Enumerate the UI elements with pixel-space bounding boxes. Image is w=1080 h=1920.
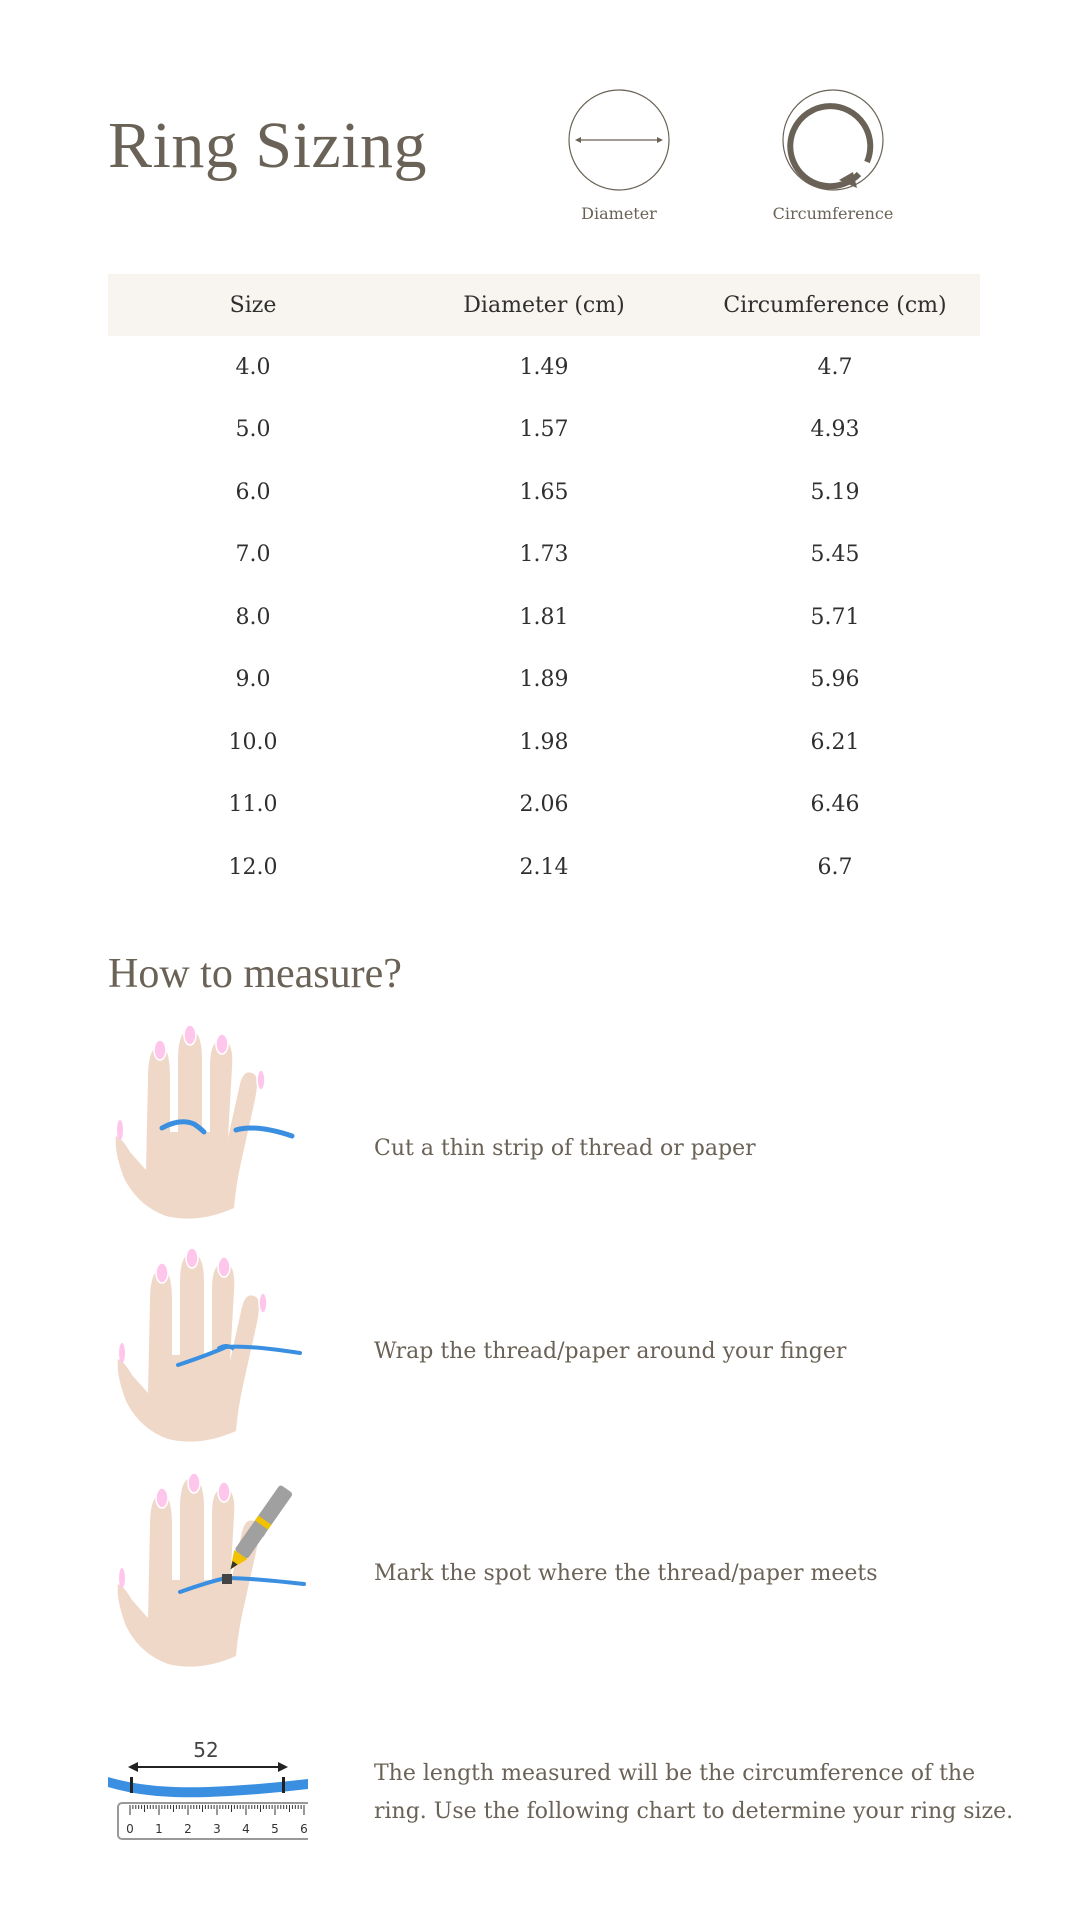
table-row [108,336,980,399]
cell-diameter: 1.81 [519,604,569,630]
measure-step-1 [108,1020,1008,1220]
ruler-tick-label: 2 [184,1822,192,1836]
step-4-text: The length measured will be the circumference of the ring. Use the following chart to determine your ring size. [374,1761,1014,1824]
cell-circumference: 5.96 [810,667,860,693]
ruler-tick-label: 6 [300,1822,308,1836]
ruler-tick-label: 5 [271,1822,279,1836]
cell-diameter: 1.89 [519,667,569,693]
ring-size-table [108,274,980,899]
ruler-tick-label: 3 [213,1822,221,1836]
ruler-tick-label: 1 [155,1822,163,1836]
hand-mark-icon [108,1470,308,1670]
cell-diameter: 1.57 [519,417,569,443]
table-row [108,649,980,712]
step-1-text: Cut a thin strip of thread or paper [374,1136,756,1161]
how-to-measure-title: How to measure? [108,951,402,997]
cell-diameter: 1.73 [519,542,569,568]
table-row [108,836,980,899]
table-header-row [108,274,980,336]
cell-circumference: 6.7 [817,854,853,880]
step-3-text: Mark the spot where the thread/paper meets [374,1561,878,1586]
ruler-tick-label: 4 [242,1822,250,1836]
header-diameter: Diameter (cm) [398,274,690,336]
cell-size: 11.0 [228,792,278,818]
cell-size: 6.0 [235,479,271,505]
cell-size: 8.0 [235,604,271,630]
cell-circumference: 6.46 [810,792,860,818]
measure-step-3 [108,1470,1008,1670]
cell-size: 12.0 [228,854,278,880]
cell-size: 7.0 [235,542,271,568]
circumference-legend [758,88,908,223]
ruler-tick-label: 0 [126,1822,134,1836]
cell-size: 5.0 [235,417,271,443]
cell-size: 4.0 [235,354,271,380]
table-row [108,586,980,649]
table-row [108,711,980,774]
cell-diameter: 1.65 [519,479,569,505]
step-2-text: Wrap the thread/paper around your finger [374,1339,847,1364]
cell-size: 10.0 [228,729,278,755]
table-row [108,461,980,524]
cell-circumference: 5.45 [810,542,860,568]
diameter-legend [544,88,694,223]
header-size: Size [108,274,398,336]
cell-circumference: 6.21 [810,729,860,755]
ruler-value: 52 [193,1738,219,1762]
measure-step-2 [108,1245,1008,1445]
cell-circumference: 4.7 [817,354,853,380]
cell-diameter: 1.98 [519,729,569,755]
cell-circumference: 5.71 [810,604,860,630]
cell-size: 9.0 [235,667,271,693]
hand-wrap-icon [108,1245,308,1445]
cell-diameter: 1.49 [519,354,569,380]
cell-diameter: 2.14 [519,854,569,880]
cell-circumference: 4.93 [810,417,860,443]
diameter-icon [567,88,671,192]
table-row [108,774,980,837]
cell-diameter: 2.06 [519,792,569,818]
ruler-icon [108,1735,308,1845]
table-row [108,524,980,587]
circumference-label: Circumference [772,204,894,223]
diameter-label: Diameter [581,204,657,223]
page-title: Ring Sizing [108,109,428,182]
header-circumference: Circumference (cm) [690,274,980,336]
table-row [108,399,980,462]
cell-circumference: 5.19 [810,479,860,505]
hand-thread-icon [108,1020,298,1220]
measure-step-4 [108,1735,1014,1845]
circumference-icon [781,88,885,192]
